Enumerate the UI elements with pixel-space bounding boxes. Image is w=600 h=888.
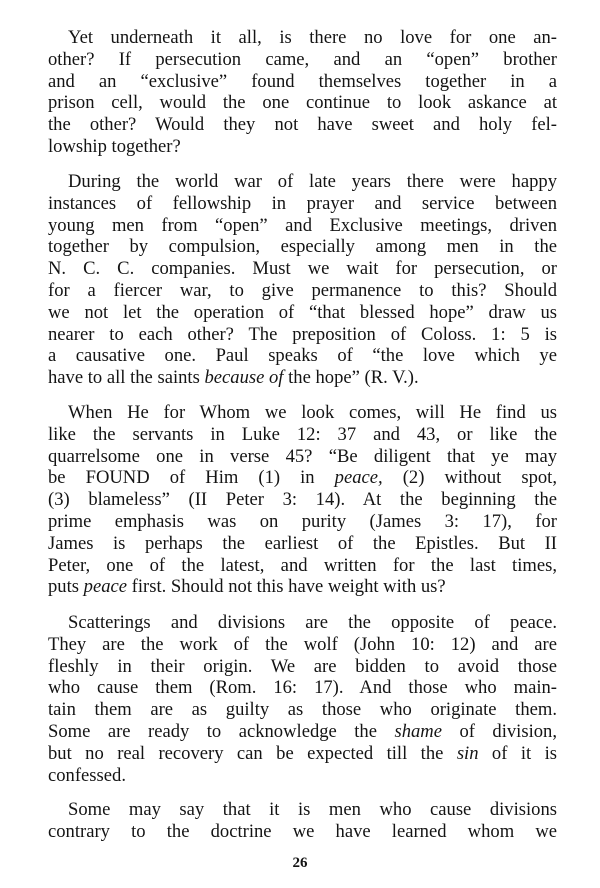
italic-text: because of — [204, 367, 284, 389]
text-segment: prime emphasis was on purity (James 3: 17), for — [48, 510, 557, 532]
text-segment: Scatterings and divisions are the opposite of peace. — [68, 612, 557, 633]
text-segment: the hope” (R. V.). — [283, 367, 419, 389]
text-line — [48, 721, 557, 743]
text-segment: but no real recovery can be expected till the — [48, 742, 457, 764]
text-segment: first. Should not this have weight with us? — [127, 576, 446, 598]
text-segment: contrary to the doctrine we have learned whom we — [48, 820, 557, 842]
text-line — [48, 576, 557, 598]
text-segment: together by compulsion, especially among men in the — [48, 236, 557, 258]
text-segment: be FOUND of Him (1) in — [48, 467, 335, 489]
text-segment: who cause them (Rom. 16: 17). And those who main- — [48, 677, 557, 699]
italic-text: peace, — [334, 467, 383, 489]
text-segment: of division, — [441, 720, 557, 742]
text-segment: and an “exclusive” found themselves together in a — [48, 70, 557, 92]
paragraph — [48, 27, 557, 158]
text-line — [48, 489, 557, 511]
text-segment: young men from “open” and Exclusive meetings, driven — [48, 214, 557, 236]
text-segment: Some may say that it is men who cause divisions — [68, 799, 557, 820]
text-line — [48, 821, 557, 843]
text-segment: tain them are as guilty as those who originate them. — [48, 699, 557, 721]
paragraph — [48, 799, 557, 843]
text-line — [48, 367, 557, 389]
text-segment: like the servants in Luke 12: 37 and 43, or like the — [48, 423, 557, 445]
text-line — [48, 677, 557, 699]
text-line — [48, 511, 557, 533]
text-line — [48, 402, 557, 424]
text-segment: puts — [48, 576, 84, 598]
text-segment: have to all the saints — [48, 367, 205, 389]
text-segment: Some are ready to acknowledge the — [48, 720, 395, 742]
text-segment: a causative one. Paul speaks of “the love which ye — [48, 345, 557, 367]
text-line — [48, 555, 557, 577]
paragraph — [48, 402, 557, 598]
text-line — [48, 236, 557, 258]
text-segment: When He for Whom we look comes, will He find us — [68, 402, 557, 423]
text-line — [48, 193, 557, 215]
text-line — [48, 345, 557, 367]
text-segment: James is perhaps the earliest of the Epistles. But II — [48, 532, 557, 554]
italic-text: shame — [394, 720, 442, 742]
text-segment: They are the work of the wolf (John 10: 12) and are — [48, 633, 557, 655]
text-line — [48, 612, 557, 634]
text-segment: (2) without spot, — [382, 467, 557, 489]
text-line — [48, 27, 557, 49]
text-segment: confessed. — [48, 764, 126, 786]
paragraph — [48, 612, 557, 786]
text-line — [48, 49, 557, 71]
text-line — [48, 699, 557, 721]
text-line — [48, 71, 557, 93]
text-segment: (3) blameless” (II Peter 3: 14). At the beginning the — [48, 489, 557, 511]
text-line — [48, 92, 557, 114]
text-line — [48, 656, 557, 678]
text-line — [48, 424, 557, 446]
text-line — [48, 533, 557, 555]
paragraph — [48, 171, 557, 389]
text-line — [48, 114, 557, 136]
italic-text: peace — [83, 576, 128, 598]
text-segment: fleshly in their origin. We are bidden to avoid those — [48, 655, 557, 677]
text-line — [48, 446, 557, 468]
text-segment: Yet underneath it all, is there no love for one an- — [68, 27, 557, 48]
text-line — [48, 634, 557, 656]
text-segment: nearer to each other? The preposition of Coloss. 1: 5 is — [48, 323, 557, 345]
italic-text: sin — [456, 742, 479, 764]
text-segment: Peter, one of the latest, and written for the last times, — [48, 554, 557, 576]
text-segment: N. C. C. companies. Must we wait for persecution, or — [48, 258, 557, 280]
text-segment: lowship together? — [48, 135, 181, 157]
text-segment: we not let the operation of “that blessed hope” draw us — [48, 301, 557, 323]
text-line — [48, 467, 557, 489]
text-line — [48, 258, 557, 280]
text-segment: During the world war of late years there were happy — [68, 171, 557, 192]
text-line — [48, 171, 557, 193]
text-segment: for a fiercer war, to give permanence to this? Should — [48, 279, 557, 301]
text-segment: the other? Would they not have sweet and holy fel- — [48, 114, 557, 136]
text-line — [48, 765, 557, 787]
page-number: 26 — [292, 855, 308, 871]
text-segment: prison cell, would the one continue to look askance at — [48, 92, 557, 114]
text-line — [48, 799, 557, 821]
text-line — [48, 215, 557, 237]
text-line — [48, 280, 557, 302]
text-segment: of it is — [478, 742, 557, 764]
text-segment: instances of fellowship in prayer and service between — [48, 192, 557, 214]
text-line — [48, 302, 557, 324]
text-segment: quarrelsome one in verse 45? “Be diligent that ye may — [48, 445, 557, 467]
text-line — [48, 743, 557, 765]
text-line — [48, 324, 557, 346]
text-segment: other? If persecution came, and an “open” brother — [48, 48, 557, 70]
text-line — [48, 136, 557, 158]
